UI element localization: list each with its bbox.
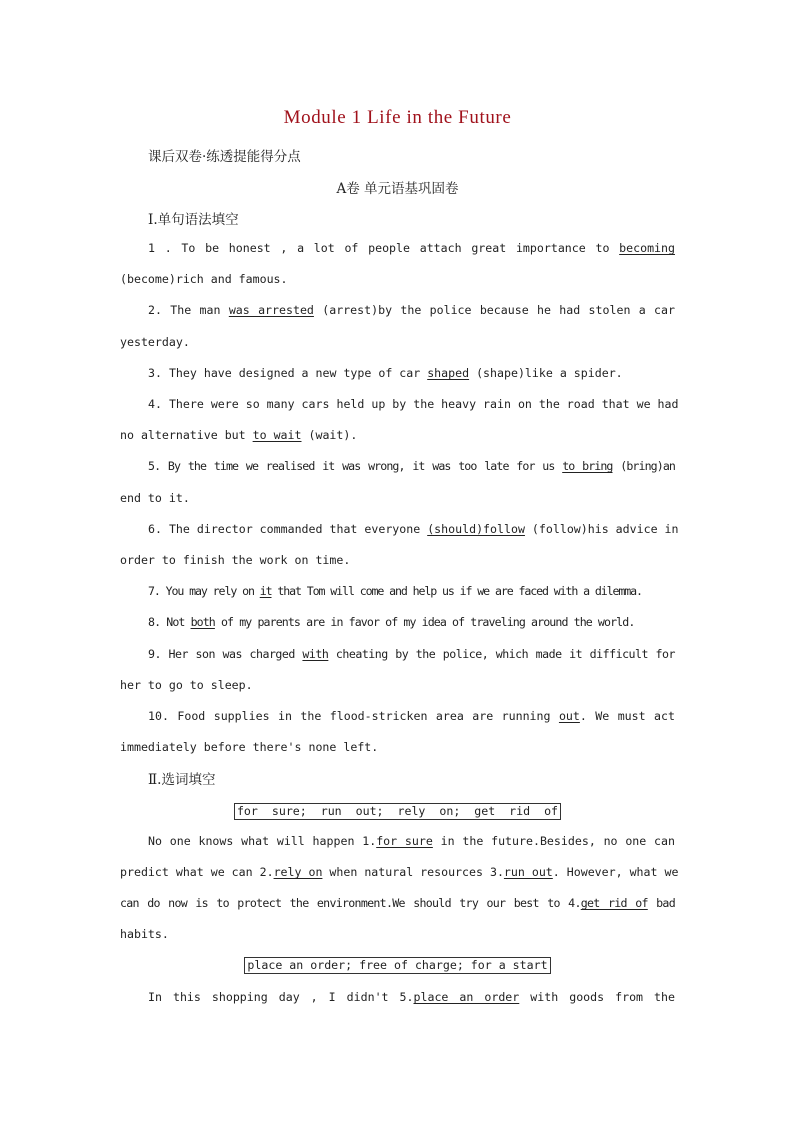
passage-1-line-3: can do now is to protect the environment.We should try our best to 4.get rid of bad xyxy=(120,896,675,910)
answer-1: becoming xyxy=(619,241,675,255)
question-8: 8. Not both of my parents are in favor of my idea of traveling around the world. xyxy=(148,615,635,629)
word-box-1: for sure; run out; rely on; get rid of xyxy=(234,803,561,820)
answer-2: was arrested xyxy=(228,303,314,317)
page-title: Module 1 Life in the Future xyxy=(283,107,512,128)
answer-4: to wait xyxy=(252,428,302,442)
question-5: 5. By the time we realised it was wrong, it was too late for us to bring (bring)an xyxy=(148,459,675,473)
question-4: 4. There were so many cars held up by the heavy rain on the road that we had xyxy=(148,397,679,411)
blank-1: for sure xyxy=(376,834,433,848)
question-1: 1 . To be honest , a lot of people attach great importance to becoming xyxy=(148,241,675,255)
blank-2: rely on xyxy=(273,865,323,879)
passage-2-line-1: In this shopping day , I didn't 5.place an order with goods from the xyxy=(148,990,675,1004)
question-2: 2. The man was arrested (arrest)by the police because he had stolen a car xyxy=(148,303,675,317)
question-7: 7. You may rely on it that Tom will come and help us if we are faced with a dilemma. xyxy=(148,584,642,598)
passage-1-line-1: No one knows what will happen 1.for sure in the future.Besides, no one can xyxy=(148,834,675,848)
answer-10: out xyxy=(558,709,580,723)
question-6: 6. The director commanded that everyone (should)follow (follow)his advice in xyxy=(148,522,679,536)
blank-4: get rid of xyxy=(580,896,648,910)
part2-heading: Ⅱ.选词填空 xyxy=(148,772,216,788)
answer-8: both xyxy=(190,615,215,629)
part1-heading: Ⅰ.单句语法填空 xyxy=(148,212,239,228)
answer-3: shaped xyxy=(427,366,470,380)
question-10: 10. Food supplies in the flood-stricken area are running out. We must act xyxy=(148,709,675,723)
question-3: 3. They have designed a new type of car shaped (shape)like a spider. xyxy=(148,366,623,380)
blank-3: run out xyxy=(503,865,553,879)
subtitle: 课后双卷·练透提能得分点 xyxy=(148,149,301,165)
answer-6: (should)follow xyxy=(427,522,525,536)
section-a-heading: A卷 单元语基巩固卷 xyxy=(336,181,459,197)
passage-1-line-2: predict what we can 2.rely on when natural resources 3.run out. However, what we xyxy=(120,865,679,879)
answer-5: to bring xyxy=(562,459,613,473)
blank-5: place an order xyxy=(413,990,520,1004)
question-9: 9. Her son was charged with cheating by the police, which made it difficult for xyxy=(148,647,675,661)
word-box-2: place an order; free of charge; for a start xyxy=(244,957,550,974)
answer-7: it xyxy=(259,584,272,598)
answer-9: with xyxy=(302,647,329,661)
